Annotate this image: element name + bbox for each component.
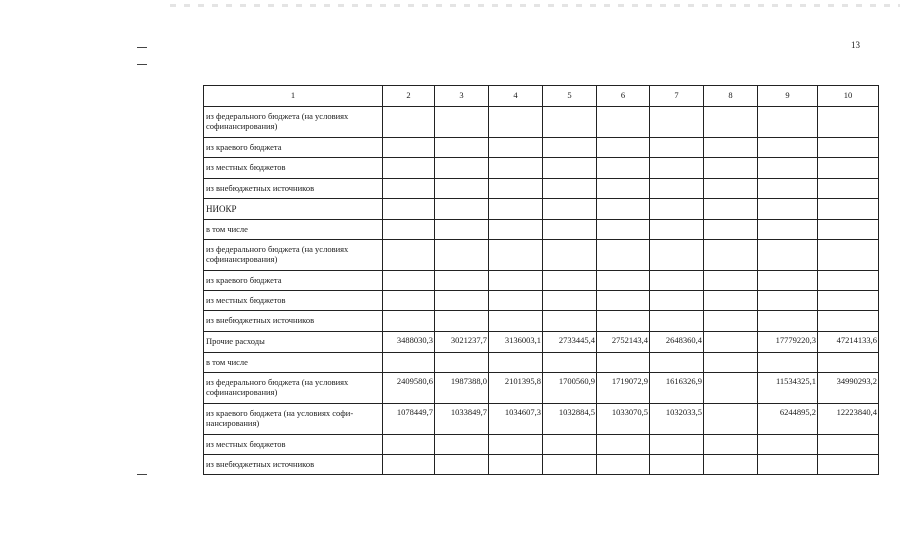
value-cell: 1033070,5 [597,404,650,435]
column-header: 9 [758,86,818,107]
row-label: из местных бюджетов [204,435,383,455]
value-cell [435,311,489,332]
table-row [204,404,879,435]
value-cell [489,311,543,332]
value-cell [543,138,597,158]
value-cell: 2409580,6 [383,373,435,404]
value-cell: 1616326,9 [650,373,704,404]
column-header: 6 [597,86,650,107]
value-cell [435,107,489,138]
value-cell [435,271,489,291]
value-cell [435,179,489,199]
value-cell [818,291,879,311]
value-cell [383,179,435,199]
table-row [204,138,879,158]
value-cell [489,455,543,475]
column-header: 3 [435,86,489,107]
value-cell [818,199,879,220]
table-row [204,435,879,455]
value-cell [543,158,597,179]
value-cell [818,271,879,291]
value-cell [650,455,704,475]
value-cell [435,435,489,455]
table-row [204,199,879,220]
value-cell: 1700560,9 [543,373,597,404]
value-cell [489,107,543,138]
value-cell [543,199,597,220]
value-cell [543,179,597,199]
value-cell [597,455,650,475]
value-cell [597,291,650,311]
value-cell [818,311,879,332]
value-cell [543,107,597,138]
value-cell [818,455,879,475]
value-cell [758,271,818,291]
value-cell [383,291,435,311]
value-cell [435,199,489,220]
column-header: 2 [383,86,435,107]
value-cell [543,240,597,271]
value-cell [383,455,435,475]
value-cell [704,353,758,373]
value-cell [650,435,704,455]
value-cell [758,199,818,220]
value-cell [758,107,818,138]
value-cell: 1033849,7 [435,404,489,435]
value-cell [489,199,543,220]
row-label: из внебюджетных источников [204,455,383,475]
value-cell [704,373,758,404]
value-cell [758,158,818,179]
row-label: из федерального бюджета (на условиях софинансирования) [204,373,383,404]
value-cell [383,311,435,332]
column-header: 4 [489,86,543,107]
value-cell [704,158,758,179]
row-label: из местных бюджетов [204,291,383,311]
value-cell [597,107,650,138]
value-cell [489,291,543,311]
value-cell: 12223840,4 [818,404,879,435]
page-number: 13 [851,40,860,50]
table-row [204,455,879,475]
value-cell: 2648360,4 [650,332,704,353]
value-cell [704,138,758,158]
value-cell [543,271,597,291]
value-cell [704,240,758,271]
row-label: в том числе [204,220,383,240]
value-cell [704,271,758,291]
value-cell [818,138,879,158]
value-cell [818,107,879,138]
value-cell [489,179,543,199]
column-header: 7 [650,86,704,107]
value-cell [597,271,650,291]
value-cell [489,158,543,179]
value-cell [758,291,818,311]
table-row [204,158,879,179]
value-cell [818,240,879,271]
value-cell [650,138,704,158]
value-cell: 1078449,7 [383,404,435,435]
value-cell [543,435,597,455]
table-row [204,220,879,240]
table-row [204,179,879,199]
value-cell [650,179,704,199]
value-cell [383,107,435,138]
value-cell [489,435,543,455]
value-cell [758,220,818,240]
value-cell [704,179,758,199]
value-cell [704,199,758,220]
value-cell [543,353,597,373]
row-label: из федерального бюджета (на условиях софинансирования) [204,107,383,138]
table-row [204,353,879,373]
value-cell [597,138,650,158]
value-cell [704,311,758,332]
value-cell: 1032033,5 [650,404,704,435]
value-cell [435,220,489,240]
value-cell [597,158,650,179]
column-header: 8 [704,86,758,107]
value-cell [489,240,543,271]
value-cell [758,353,818,373]
value-cell [704,404,758,435]
value-cell [704,455,758,475]
value-cell: 2733445,4 [543,332,597,353]
value-cell: 3136003,1 [489,332,543,353]
value-cell [383,240,435,271]
value-cell [704,435,758,455]
value-cell [597,435,650,455]
value-cell [383,138,435,158]
value-cell [597,353,650,373]
value-cell: 3021237,7 [435,332,489,353]
value-cell [818,220,879,240]
value-cell [758,240,818,271]
value-cell [383,353,435,373]
value-cell [543,291,597,311]
value-cell [597,199,650,220]
value-cell [543,311,597,332]
row-label: НИОКР [204,199,383,220]
table-row [204,291,879,311]
row-label: из федерального бюджета (на условиях софинансирования) [204,240,383,271]
table-row [204,107,879,138]
value-cell [704,291,758,311]
value-cell: 2752143,4 [597,332,650,353]
row-label: из краевого бюджета (на условиях софи-нансирования) [204,404,383,435]
value-cell [818,435,879,455]
value-cell [435,158,489,179]
row-label: Прочие расходы [204,332,383,353]
value-cell [597,240,650,271]
value-cell [489,271,543,291]
scan-edge-artifact [170,4,900,7]
value-cell [758,138,818,158]
value-cell: 1719072,9 [597,373,650,404]
margin-mark [137,474,147,475]
value-cell [543,455,597,475]
margin-mark [137,64,147,65]
value-cell [818,353,879,373]
value-cell [758,179,818,199]
value-cell [435,138,489,158]
value-cell: 17779220,3 [758,332,818,353]
value-cell [597,179,650,199]
column-header: 1 [204,86,383,107]
value-cell [758,435,818,455]
value-cell [650,291,704,311]
value-cell [435,291,489,311]
value-cell [383,199,435,220]
value-cell [650,271,704,291]
value-cell: 11534325,1 [758,373,818,404]
value-cell [650,158,704,179]
value-cell [383,158,435,179]
column-header: 10 [818,86,879,107]
value-cell [489,353,543,373]
value-cell [650,107,704,138]
row-label: в том числе [204,353,383,373]
table-body [204,107,879,475]
row-label: из внебюджетных источников [204,179,383,199]
value-cell: 47214133,6 [818,332,879,353]
value-cell [543,220,597,240]
table-row [204,373,879,404]
table-row [204,240,879,271]
column-header: 5 [543,86,597,107]
value-cell [650,199,704,220]
row-label: из внебюджетных источников [204,311,383,332]
value-cell: 3488030,3 [383,332,435,353]
value-cell [489,138,543,158]
value-cell: 6244895,2 [758,404,818,435]
value-cell [383,271,435,291]
value-cell: 1032884,5 [543,404,597,435]
table-header-row [204,86,879,107]
row-label: из краевого бюджета [204,138,383,158]
value-cell [758,455,818,475]
value-cell: 1034607,3 [489,404,543,435]
table-row [204,311,879,332]
value-cell [597,220,650,240]
value-cell [704,107,758,138]
value-cell [758,311,818,332]
value-cell: 34990293,2 [818,373,879,404]
value-cell [650,220,704,240]
value-cell [650,311,704,332]
budget-table [203,85,879,475]
value-cell [435,455,489,475]
value-cell [704,332,758,353]
value-cell [704,220,758,240]
row-label: из краевого бюджета [204,271,383,291]
value-cell [435,353,489,373]
value-cell [597,311,650,332]
value-cell [383,435,435,455]
value-cell [435,240,489,271]
table-row [204,332,879,353]
value-cell [650,353,704,373]
margin-mark [137,47,147,48]
value-cell [383,220,435,240]
table-row [204,271,879,291]
value-cell [650,240,704,271]
value-cell: 1987388,0 [435,373,489,404]
value-cell [489,220,543,240]
value-cell [818,158,879,179]
value-cell: 2101395,8 [489,373,543,404]
row-label: из местных бюджетов [204,158,383,179]
value-cell [818,179,879,199]
